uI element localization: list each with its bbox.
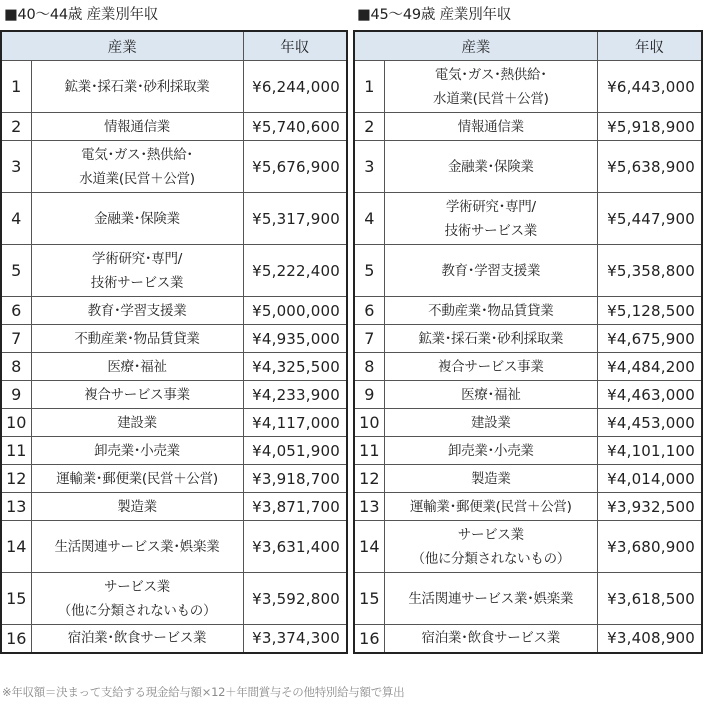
salary-table [353,30,703,654]
salary-cell: ¥3,932,500 [597,493,702,521]
industry-line: 複合サービス事業 [84,386,190,403]
rank-cell: 14 [1,521,31,573]
rank-cell: 7 [1,325,31,353]
table-row [354,353,702,381]
industry-line: 水道業(民営＋公営) [79,170,195,187]
industry-cell [31,409,243,437]
industry-cell [384,297,597,325]
table-row [1,521,347,573]
salary-cell: ¥3,680,900 [597,521,702,573]
industry-line: 教育･学習支援業 [441,262,541,279]
industry-line: 技術サービス業 [90,274,184,291]
industry-cell [31,625,243,653]
rank-cell: 3 [1,141,31,193]
salary-cell: ¥4,101,100 [597,437,702,465]
salary-cell: ¥4,935,000 [243,325,347,353]
industry-line: 建設業 [117,414,157,431]
table-row [1,409,347,437]
table-row [354,465,702,493]
rank-cell: 8 [354,353,384,381]
industry-cell [384,141,597,193]
industry-cell [31,381,243,409]
industry-cell [384,193,597,245]
industry-cell [31,465,243,493]
rank-cell: 5 [354,245,384,297]
rank-cell: 10 [354,409,384,437]
industry-line: 情報通信業 [457,118,524,135]
industry-line: 学術研究･専門/ [92,250,182,267]
panel-title: ■45～49歳 産業別年収 [357,7,512,23]
industry-line: 鉱業･採石業･砂利採取業 [418,330,564,347]
industry-cell [31,325,243,353]
industry-line: 鉱業･採石業･砂利採取業 [64,78,210,95]
industry-line: 電気･ガス･熱供給･ [434,66,547,83]
industry-cell [384,409,597,437]
industry-line: 生活関連サービス業･娯楽業 [408,590,574,607]
industry-line: 宿泊業･飲食サービス業 [67,630,207,647]
salary-cell: ¥3,408,900 [597,625,702,653]
salary-cell: ¥5,128,500 [597,297,702,325]
salary-cell: ¥5,638,900 [597,141,702,193]
table-row [1,193,347,245]
industry-cell [31,493,243,521]
industry-cell [31,61,243,113]
salary-cell: ¥4,675,900 [597,325,702,353]
table-row [1,625,347,653]
industry-line: 医療･福祉 [107,358,167,375]
table-row [1,493,347,521]
salary-cell: ¥4,484,200 [597,353,702,381]
industry-line: 卸売業･小売業 [94,442,180,459]
rank-cell: 1 [1,61,31,113]
industry-cell [384,521,597,573]
industry-line: 教育･学習支援業 [87,302,187,319]
rank-cell: 10 [1,409,31,437]
rank-cell: 15 [354,573,384,625]
salary-cell: ¥5,740,600 [243,113,347,141]
salary-cell: ¥4,233,900 [243,381,347,409]
table-row [1,465,347,493]
rank-cell: 3 [354,141,384,193]
industry-line: 学術研究･専門/ [445,198,536,215]
salary-cell: ¥5,676,900 [243,141,347,193]
industry-cell [384,625,597,653]
salary-cell: ¥6,244,000 [243,61,347,113]
salary-cell: ¥4,463,000 [597,381,702,409]
industry-cell [384,465,597,493]
rank-cell: 2 [354,113,384,141]
industry-line: 宿泊業･飲食サービス業 [421,630,560,647]
table-row [354,325,702,353]
table-row [354,625,702,653]
salary-cell: ¥5,358,800 [597,245,702,297]
table-row [1,353,347,381]
industry-line: 技術サービス業 [444,222,537,239]
header-salary: 年収 [597,31,702,61]
table-body [354,61,702,653]
industry-line: （他に分類されないもの） [411,550,570,567]
rank-cell: 6 [1,297,31,325]
salary-cell: ¥3,618,500 [597,573,702,625]
industry-line: 運輸業･郵便業(民営＋公営) [409,498,572,515]
industry-line: 電気･ガス･熱供給･ [81,146,193,163]
industry-cell [384,245,597,297]
salary-cell: ¥4,014,000 [597,465,702,493]
footnote: ※年収額＝決まって支給する現金給与額×12＋年間賞与その他特別給与額で算出 [2,685,405,699]
salary-cell: ¥5,000,000 [243,297,347,325]
rank-cell: 11 [354,437,384,465]
salary-cell: ¥3,871,700 [243,493,347,521]
table-row [354,193,702,245]
rank-cell: 1 [354,61,384,113]
salary-cell: ¥5,447,900 [597,193,702,245]
salary-cell: ¥3,592,800 [243,573,347,625]
table-row [1,381,347,409]
industry-line: （他に分類されないもの） [57,602,217,619]
table-row [1,113,347,141]
industry-line: 不動産業･物品賃貸業 [428,302,554,319]
table-row [1,437,347,465]
salary-cell: ¥5,222,400 [243,245,347,297]
rank-cell: 9 [354,381,384,409]
table-row [1,61,347,113]
salary-cell: ¥4,325,500 [243,353,347,381]
industry-cell [384,113,597,141]
industry-cell [31,113,243,141]
salary-cell: ¥4,117,000 [243,409,347,437]
industry-line: 製造業 [470,470,511,487]
table-header-row [1,31,347,61]
table-row [354,245,702,297]
rank-cell: 8 [1,353,31,381]
panel-age-40-44 [0,0,348,654]
industry-line: 不動産業･物品賃貸業 [74,330,200,347]
header-industry: 産業 [354,31,597,61]
table-header-row [354,31,702,61]
table-row [1,573,347,625]
rank-cell: 5 [1,245,31,297]
industry-cell [384,61,597,113]
table-row [1,325,347,353]
table-row [354,61,702,113]
table-body [1,61,347,653]
rank-cell: 13 [1,493,31,521]
salary-table [0,30,348,654]
industry-line: 水道業(民営＋公営) [433,90,549,107]
industry-cell [384,437,597,465]
header-salary: 年収 [243,31,347,61]
industry-line: 卸売業･小売業 [447,442,534,459]
industry-line: 複合サービス事業 [437,358,544,375]
rank-cell: 9 [1,381,31,409]
rank-cell: 4 [354,193,384,245]
panel-age-45-49 [353,0,703,654]
salary-cell: ¥4,453,000 [597,409,702,437]
industry-cell [384,325,597,353]
rank-cell: 7 [354,325,384,353]
industry-line: 運輸業･郵便業(民営＋公営) [56,470,218,487]
table-row [1,245,347,297]
industry-cell [31,297,243,325]
table-row [354,521,702,573]
industry-cell [31,573,243,625]
rank-cell: 2 [1,113,31,141]
industry-cell [31,521,243,573]
industry-cell [31,141,243,193]
industry-cell [384,381,597,409]
panel-title: ■40～44歳 産業別年収 [4,7,159,23]
industry-cell [384,353,597,381]
salary-cell: ¥6,443,000 [597,61,702,113]
industry-line: 生活関連サービス業･娯楽業 [54,538,220,555]
table-row [354,437,702,465]
table-row [354,297,702,325]
industry-cell [31,437,243,465]
rank-cell: 15 [1,573,31,625]
header-industry: 産業 [1,31,243,61]
rank-cell: 12 [354,465,384,493]
industry-line: サービス業 [457,526,524,543]
industry-line: 製造業 [117,498,157,515]
table-row [354,409,702,437]
industry-line: 情報通信業 [104,118,170,135]
rank-cell: 14 [354,521,384,573]
rank-cell: 16 [1,625,31,653]
industry-line: 金融業･保険業 [447,158,534,175]
industry-cell [31,353,243,381]
table-row [354,493,702,521]
table-row [354,381,702,409]
industry-line: 金融業･保険業 [94,210,180,227]
industry-cell [384,573,597,625]
industry-cell [31,193,243,245]
industry-cell [31,245,243,297]
table-row [1,141,347,193]
rank-cell: 4 [1,193,31,245]
rank-cell: 11 [1,437,31,465]
industry-line: 医療･福祉 [461,386,521,403]
table-row [354,141,702,193]
table-row [354,113,702,141]
salary-cell: ¥3,374,300 [243,625,347,653]
industry-line: サービス業 [104,578,170,595]
industry-line: 建設業 [470,414,511,431]
salary-cell: ¥5,317,900 [243,193,347,245]
table-row [354,573,702,625]
rank-cell: 16 [354,625,384,653]
salary-cell: ¥3,631,400 [243,521,347,573]
industry-cell [384,493,597,521]
salary-cell: ¥3,918,700 [243,465,347,493]
salary-cell: ¥5,918,900 [597,113,702,141]
rank-cell: 13 [354,493,384,521]
salary-cell: ¥4,051,900 [243,437,347,465]
rank-cell: 12 [1,465,31,493]
table-row [1,297,347,325]
rank-cell: 6 [354,297,384,325]
